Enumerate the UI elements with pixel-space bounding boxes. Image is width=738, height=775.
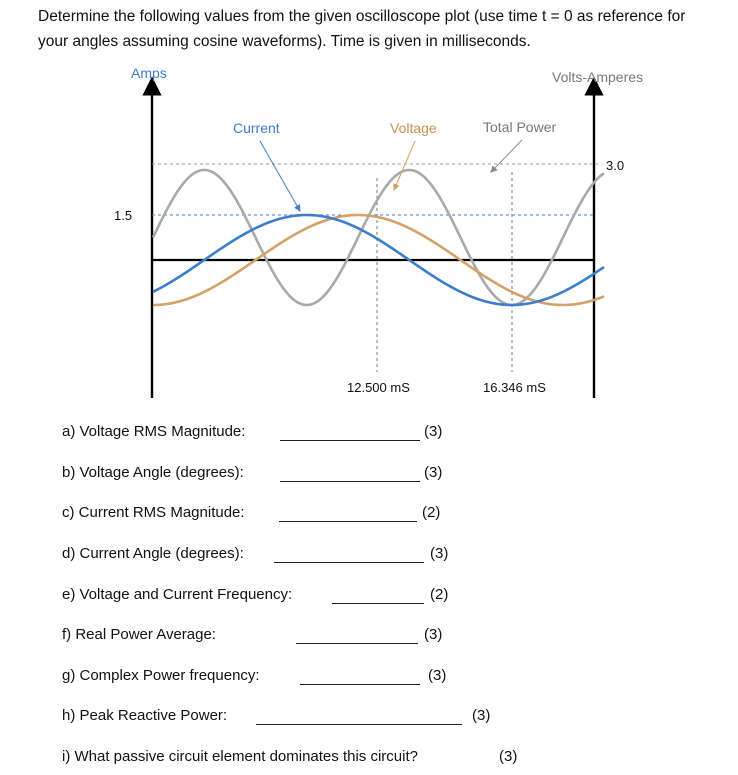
left-axis-label: Amps [131, 65, 167, 81]
points-f: (3) [424, 626, 443, 643]
right-axis-label: Volts-Amperes [552, 69, 644, 85]
question-g: g) Complex Power frequency: [62, 667, 260, 684]
points-e: (2) [430, 586, 449, 603]
question-f: f) Real Power Average: [62, 626, 216, 643]
answer-blank-e[interactable] [332, 603, 424, 604]
question-c: c) Current RMS Magnitude: [62, 504, 245, 521]
question-d: d) Current Angle (degrees): [62, 545, 244, 562]
answer-blank-a[interactable] [280, 440, 420, 441]
time-marker-2: 16.346 mS [483, 380, 546, 395]
legend-voltage: Voltage [390, 120, 437, 136]
answer-blank-c[interactable] [279, 521, 417, 522]
left-tick-label: 1.5 [114, 208, 133, 223]
points-b: (3) [424, 464, 443, 481]
voltage-pointer-arrow [394, 141, 415, 190]
points-g: (3) [428, 667, 447, 684]
total-power-waveform [153, 170, 604, 305]
points-a: (3) [424, 423, 443, 440]
question-b: b) Voltage Angle (degrees): [62, 464, 244, 481]
answer-blank-f[interactable] [296, 643, 418, 644]
points-h: (3) [472, 707, 491, 724]
power-pointer-arrow [491, 140, 522, 172]
legend-total-power: Total Power [483, 119, 557, 135]
points-i: (3) [499, 748, 518, 765]
current-pointer-arrow [260, 141, 300, 211]
question-h: h) Peak Reactive Power: [62, 707, 228, 724]
points-d: (3) [430, 545, 449, 562]
time-marker-1: 12.500 mS [347, 380, 410, 395]
answer-blank-h[interactable] [256, 724, 462, 725]
problem-statement: Determine the following values from the given oscilloscope plot (use time t = 0 as reference for your angles assuming cosine waveforms). Time is given in milliseconds. [38, 8, 686, 50]
question-e: e) Voltage and Current Frequency: [62, 586, 293, 603]
points-c: (2) [422, 504, 441, 521]
answer-blank-g[interactable] [300, 684, 420, 685]
legend-current: Current [233, 120, 280, 136]
answer-blank-d[interactable] [274, 562, 424, 563]
question-i: i) What passive circuit element dominates this circuit? [62, 748, 418, 765]
right-tick-label: 3.0 [606, 158, 625, 173]
answer-blank-b[interactable] [280, 481, 420, 482]
question-a: a) Voltage RMS Magnitude: [62, 423, 246, 440]
